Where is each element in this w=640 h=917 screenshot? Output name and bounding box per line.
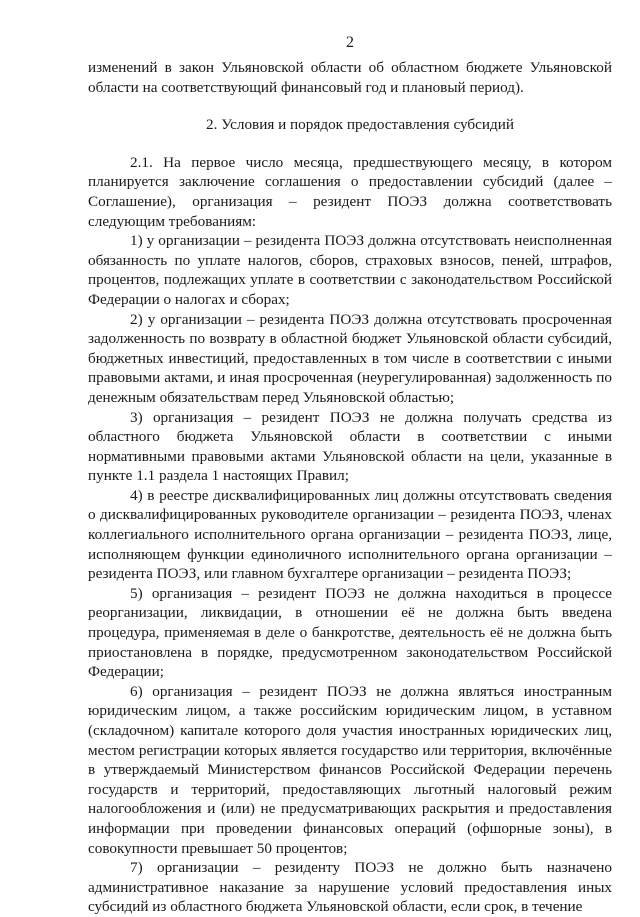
intro-continuation: изменений в закон Ульяновской области об областном бюджете Ульяновской области на соответствующий финансовый год и плановый период). [88, 59, 612, 96]
section-heading: 2. Условия и порядок предоставления субсидий [206, 116, 514, 134]
requirement-6: 6) организация – резидент ПОЭЗ не должна являться иностранным юридическим лицом, а также российским юридическим лицом, в уставном (складочном) капитале которого доля участия иностранных юридических лиц, местом регистрации которых является государство или территория, включённые в утверждаемый Министерством финансов Российской Федерации перечень государств и территорий, предоставляющих льготный налоговый режим налогообложения и (или) не предусматривающих раскрытия и предоставления информации при проведении финансовых операций (офшорные зоны), в совокупности превышает 50 процентов; [88, 682, 612, 857]
document-body [88, 58, 612, 917]
requirement-4: 4) в реестре дисквалифицированных лиц должны отсутствовать сведения о дисквалифицированных руководителе организации – резидента ПОЭЗ, членах коллегиального исполнительного органа организации – резидента ПОЭЗ, лице, исполняющем функции единоличного исполнительного органа организации – резидента ПОЭЗ, или главном бухгалтере организации – резидента ПОЭЗ; [88, 486, 612, 583]
requirement-5: 5) организация – резидент ПОЭЗ не должна находиться в процессе реорганизации, ликвидации, в отношении её не должна быть введена процедура, применяемая в деле о банкротстве, деятельность её не должна быть приостановлена в порядке, предусмотренном законодательством Российской Федерации; [88, 584, 612, 681]
page-number: 2 [346, 34, 354, 51]
requirement-1: 1) у организации – резидента ПОЭЗ должна отсутствовать неисполненная обязанность по уплате налогов, сборов, страховых взносов, пеней, штрафов, процентов, подлежащих уплате в соответствии с законодательством Российской Федерации о налогах и сборах; [88, 232, 612, 308]
requirement-2: 2) у организации – резидента ПОЭЗ должна отсутствовать просроченная задолженность по возврату в областной бюджет Ульяновской области субсидий, бюджетных инвестиций, предоставленных в том числе в соответствии с иными правовыми актами, и иная просроченная (неурегулированная) задолженность по денежным обязательствам перед Ульяновской областью; [88, 310, 612, 406]
requirement-7: 7) организации – резиденту ПОЭЗ не должно быть назначено административное наказание за нарушение условий предоставления иных субсидий из областного бюджета Ульяновской области, если срок, в течение [88, 859, 612, 916]
requirement-3: 3) организация – резидент ПОЭЗ не должна получать средства из областного бюджета Ульяновской области в соответствии с иными нормативными правовыми актами Ульяновской области на цели, указанные в пункте 1.1 раздела 1 настоящих Правил; [88, 408, 612, 485]
paragraph-2-1: 2.1. На первое число месяца, предшествующего месяцу, в котором планируется заключение соглашения о предоставлении субсидий (далее – Соглашение), организация – резидент ПОЭЗ должна соответствовать следующим требованиям: [88, 153, 612, 230]
